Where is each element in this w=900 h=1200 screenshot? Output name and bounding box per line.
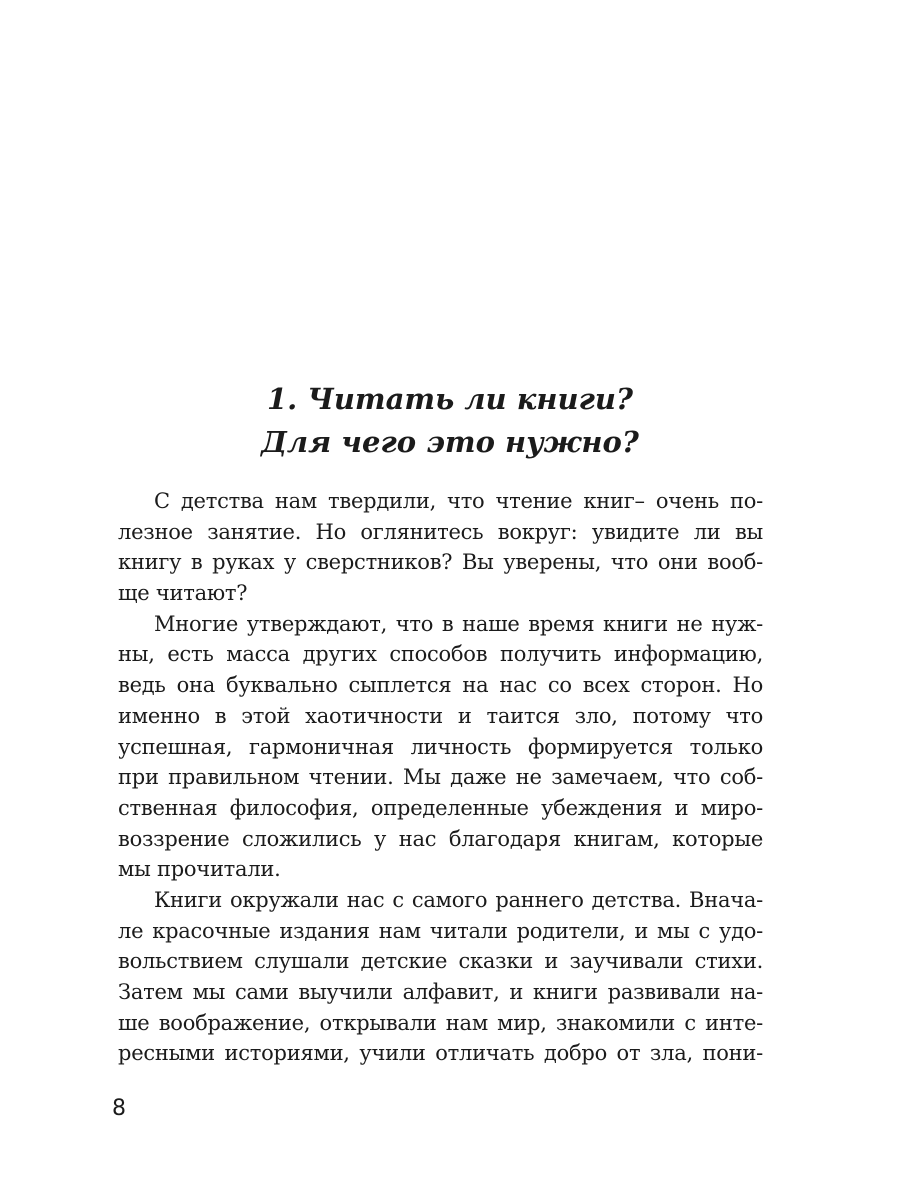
chapter-title bbox=[118, 378, 782, 464]
page-number: 8 bbox=[112, 1096, 126, 1121]
paragraph-2-line-1: Многие утверждают, что в наше время книги не нуж- bbox=[154, 611, 763, 636]
paragraph-1-line-3: книгу в руках у сверстников? Вы уверены, что они вооб- bbox=[118, 550, 763, 575]
paragraph-1-line-1: С детства нам твердили, что чтение книг– очень по- bbox=[154, 489, 763, 513]
paragraph-2-line-6: при правильном чтении. Мы даже не замечаем, что соб- bbox=[118, 765, 763, 790]
paragraph-3-line-4: Затем мы сами выучили алфавит, и книги развивали на- bbox=[118, 980, 763, 1004]
paragraph-2-line-9: мы прочитали. bbox=[118, 857, 281, 882]
paragraph-2-line-4: именно в этой хаотичности и таится зло, потому что bbox=[118, 703, 763, 728]
paragraph-2-line-5: успешная, гармоничная личность формируется только bbox=[118, 734, 763, 759]
paragraph-2-line-7: ственная философия, определенные убеждения и миро- bbox=[118, 795, 763, 820]
paragraph-3-line-5: ше воображение, открывали нам мир, знакомили с инте- bbox=[118, 1010, 763, 1035]
paragraph-1-line-4: ще читают? bbox=[118, 581, 248, 606]
chapter-title-line-2: Для чего это нужно? bbox=[261, 425, 639, 459]
paragraph-3-line-1: Книги окружали нас с самого раннего детства. Внача- bbox=[154, 887, 763, 912]
paragraph-3-line-2: ле красочные издания нам читали родители, и мы с удо- bbox=[118, 918, 763, 943]
paragraph-3-line-3: вольствием слушали детские сказки и заучивали стихи. bbox=[118, 949, 763, 974]
body-text bbox=[118, 486, 763, 1069]
paragraph-2-line-3: ведь она буквально сыплется на нас со всех сторон. Но bbox=[118, 673, 763, 698]
paragraph-1-line-2: лезное занятие. Но оглянитесь вокруг: увидите ли вы bbox=[118, 519, 763, 544]
paragraph-3-line-6: ресными историями, учили отличать добро от зла, пони- bbox=[118, 1041, 763, 1066]
paragraph-2-line-2: ны, есть масса других способов получить информацию, bbox=[118, 642, 763, 667]
chapter-title-line-1: 1. Читать ли книги? bbox=[267, 382, 633, 416]
paragraph-2-line-8: воззрение сложились у нас благодаря книгам, которые bbox=[118, 826, 763, 851]
